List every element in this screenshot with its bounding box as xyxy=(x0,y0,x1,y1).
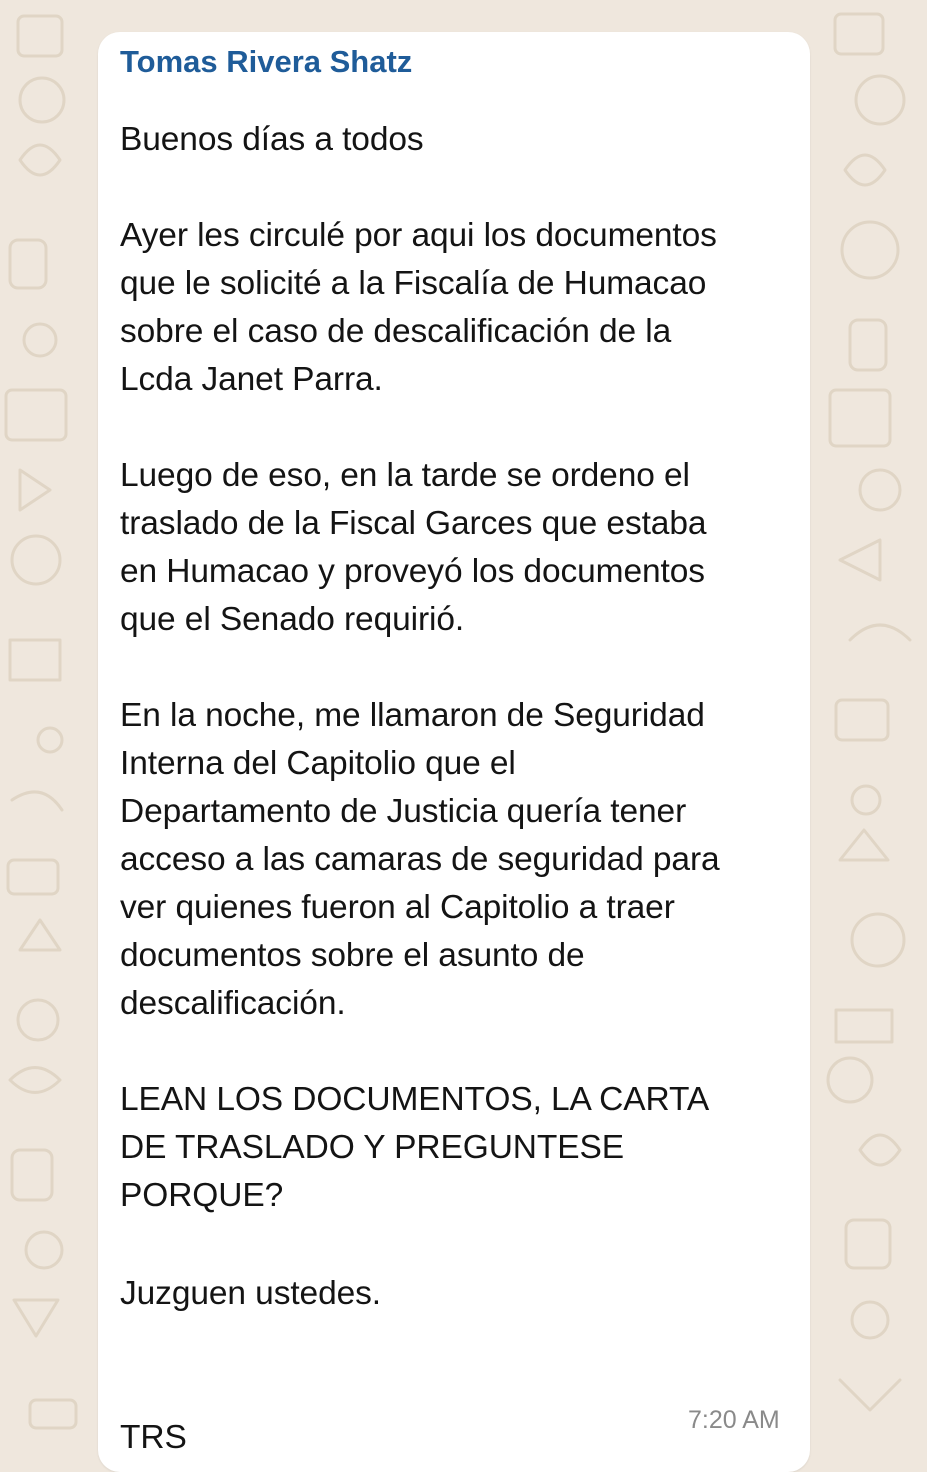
message-line: Luego de eso, en la tarde se ordeno el xyxy=(120,457,690,494)
message-line: traslado de la Fiscal Garces que estaba xyxy=(120,505,707,542)
message-line: que le solicité a la Fiscalía de Humacao xyxy=(120,265,707,302)
message-line: que el Senado requirió. xyxy=(120,601,465,638)
message-signature: TRS xyxy=(120,1419,187,1456)
message-bubble[interactable] xyxy=(98,32,810,1472)
message-line: ver quienes fueron al Capitolio a traer xyxy=(120,889,675,926)
message-line: Juzguen ustedes. xyxy=(120,1275,382,1312)
message-line: documentos sobre el asunto de xyxy=(120,937,585,974)
message-line: LEAN LOS DOCUMENTOS, LA CARTA xyxy=(120,1081,710,1118)
sender-name[interactable]: Tomas Rivera Shatz xyxy=(120,44,413,79)
message-line: DE TRASLADO Y PREGUNTESE xyxy=(120,1129,624,1166)
message-timestamp: 7:20 AM xyxy=(688,1406,780,1434)
message-line: en Humacao y proveyó los documentos xyxy=(120,553,705,590)
message-line: Interna del Capitolio que el xyxy=(120,745,516,782)
message-line: Lcda Janet Parra. xyxy=(120,361,383,398)
message-line: acceso a las camaras de seguridad para xyxy=(120,841,720,878)
message-line: En la noche, me llamaron de Seguridad xyxy=(120,697,705,734)
message-line: Departamento de Justicia quería tener xyxy=(120,793,687,830)
message-line: PORQUE? xyxy=(120,1177,284,1214)
message-line: descalificación. xyxy=(120,985,346,1022)
message-line: sobre el caso de descalificación de la xyxy=(120,313,672,350)
message-line: Buenos días a todos xyxy=(120,121,424,158)
message-line: Ayer les circulé por aqui los documentos xyxy=(120,217,717,254)
